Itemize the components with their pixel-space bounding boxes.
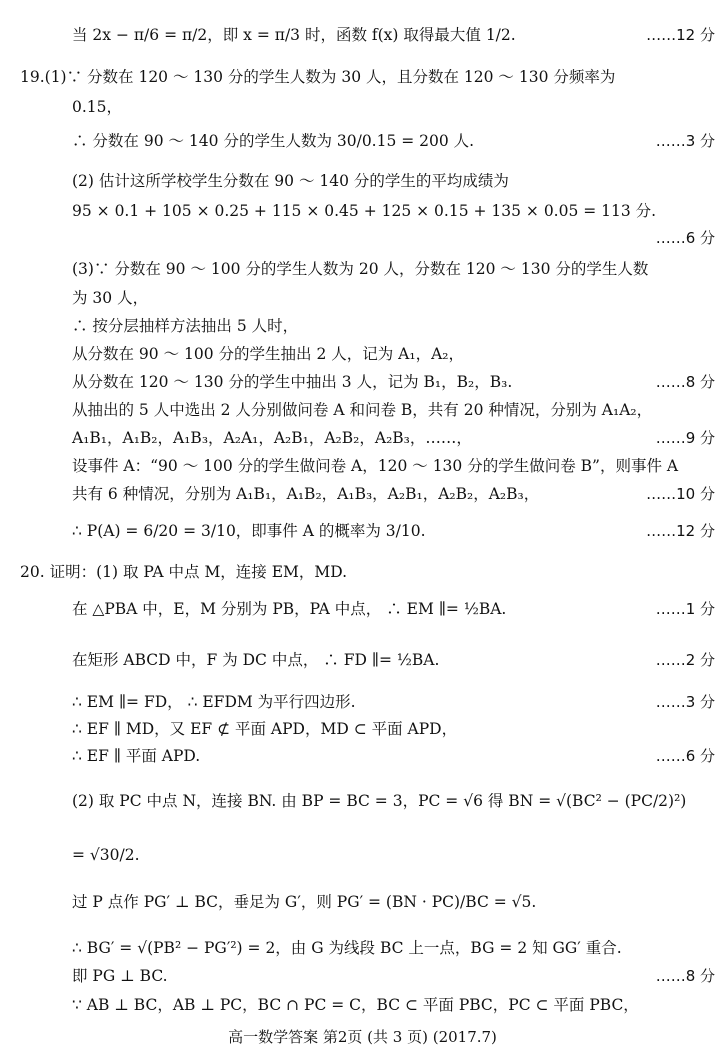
page-footer: 高一数学答案 第2页 (共 3 页) (2017.7) [228,1028,497,1046]
answer-line-text: ∴ 分数在 90 ～ 140 分的学生人数为 30/0.15 = 200 人. [72,132,475,150]
answer-line-text: 0.15， [72,98,123,116]
answer-line [0,126,725,156]
answer-line-text: 19.(1)∵ 分数在 120 ～ 130 分的学生人数为 30 人，且分数在 120 ～ 130 分频率为 [20,68,616,86]
answer-line [0,20,725,50]
score-marker: ……9 分 [655,429,715,447]
score-marker: ……12 分 [646,522,715,540]
answer-line [0,283,725,313]
answer-line [0,714,725,744]
answer-line-text: (3)∵ 分数在 90 ～ 100 分的学生人数为 20 人，分数在 120 ～ 130 分的学生人数 [72,260,649,278]
answer-line [0,395,725,425]
answer-line [0,840,725,870]
answer-line [0,479,725,509]
answer-line-text: (2) 估计这所学校学生分数在 90 ～ 140 分的学生的平均成绩为 [72,172,509,190]
answer-line [0,339,725,369]
answer-line [0,933,725,963]
answer-line-text: ∵ AB ⊥ BC，AB ⊥ PC，BC ∩ PC = C，BC ⊂ 平面 PBC，PC ⊂ 平面 PBC， [72,996,639,1014]
answer-line [0,961,725,991]
score-marker: ……8 分 [655,373,715,391]
score-marker: ……8 分 [655,967,715,985]
answer-line-text: 过 P 点作 PG′ ⊥ BC，垂足为 G′，则 PG′ = (BN · PC)/BC = √5. [72,893,537,911]
answer-line-text: 在 △PBA 中，E，M 分别为 PB，PA 中点， ∴ EM ∥= ½BA. [72,600,507,618]
answer-line-text: ∴ BG′ = √(PB² − PG′²) = 2，由 G 为线段 BC 上一点，BG = 2 知 GG′ 重合. [72,939,622,957]
answer-line-text: 设事件 A：“90 ～ 100 分的学生做问卷 A，120 ～ 130 分的学生做问卷 B”，则事件 A [72,457,679,475]
answer-line-text: 即 PG ⊥ BC. [72,967,168,985]
answer-line-text: = √30/2. [72,846,140,864]
answer-line-text: 在矩形 ABCD 中，F 为 DC 中点， ∴ FD ∥= ½BA. [72,651,440,669]
answer-line-text: 当 2x − π/6 = π/2，即 x = π/3 时，函数 f(x) 取得最大值 1/2. [72,26,516,44]
answer-line [0,557,725,587]
answer-line-text: 95 × 0.1 + 105 × 0.25 + 115 × 0.45 + 125 × 0.15 + 135 × 0.05 = 113 分. [72,202,657,220]
answer-line [0,887,725,917]
answer-line-text: (2) 取 PC 中点 N，连接 BN. 由 BP = BC = 3，PC = √6 得 BN = √(BC² − (PC/2)²) [72,792,687,810]
answer-line [0,741,725,771]
answer-line-text: 从分数在 120 ～ 130 分的学生中抽出 3 人，记为 B₁，B₂，B₃. [72,373,513,391]
answer-line [0,223,725,253]
answer-line-text: A₁B₁，A₁B₂，A₁B₃，A₂A₁，A₂B₁，A₂B₂，A₂B₃，……， [72,429,472,447]
score-marker: ……3 分 [655,132,715,150]
answer-line [0,786,725,816]
score-marker: ……3 分 [655,693,715,711]
score-marker: ……12 分 [646,26,715,44]
answer-line [0,254,725,284]
score-marker: ……1 分 [655,600,715,618]
answer-line-text: 为 30 人， [72,289,149,307]
answer-line-text: 从抽出的 5 人中选出 2 人分别做问卷 A 和问卷 B，共有 20 种情况，分别为 A₁A₂， [72,401,653,419]
answer-line [0,62,725,92]
answer-line-text: 20. 证明：(1) 取 PA 中点 M，连接 EM，MD. [20,563,348,581]
answer-line-text: ∴ P(A) = 6/20 = 3/10，即事件 A 的概率为 3/10. [72,522,426,540]
answer-line-text: ∴ EM ∥= FD， ∴ EFDM 为平行四边形. [72,693,356,711]
answer-line [0,594,725,624]
score-marker: ……6 分 [655,229,715,247]
answer-line-text: ∴ EF ∥ 平面 APD. [72,747,201,765]
answer-line [0,367,725,397]
answer-line-text: 从分数在 90 ～ 100 分的学生抽出 2 人，记为 A₁，A₂， [72,345,464,363]
score-marker: ……6 分 [655,747,715,765]
answer-line-text: 共有 6 种情况，分别为 A₁B₁，A₁B₂，A₁B₃，A₂B₁，A₂B₂，A₂B₃， [72,485,540,503]
score-marker: ……2 分 [655,651,715,669]
answer-line [0,687,725,717]
answer-line [0,92,725,122]
answer-line [0,645,725,675]
answer-line [0,311,725,341]
answer-line [0,451,725,481]
answer-line [0,990,725,1020]
answer-line-text: ∴ 按分层抽样方法抽出 5 人时， [72,317,299,335]
answer-line [0,423,725,453]
answer-line [0,166,725,196]
score-marker: ……10 分 [646,485,715,503]
answer-line [0,196,725,226]
answer-line-text: ∴ EF ∥ MD，又 EF ⊄ 平面 APD，MD ⊂ 平面 APD， [72,720,458,738]
answer-line [0,516,725,546]
